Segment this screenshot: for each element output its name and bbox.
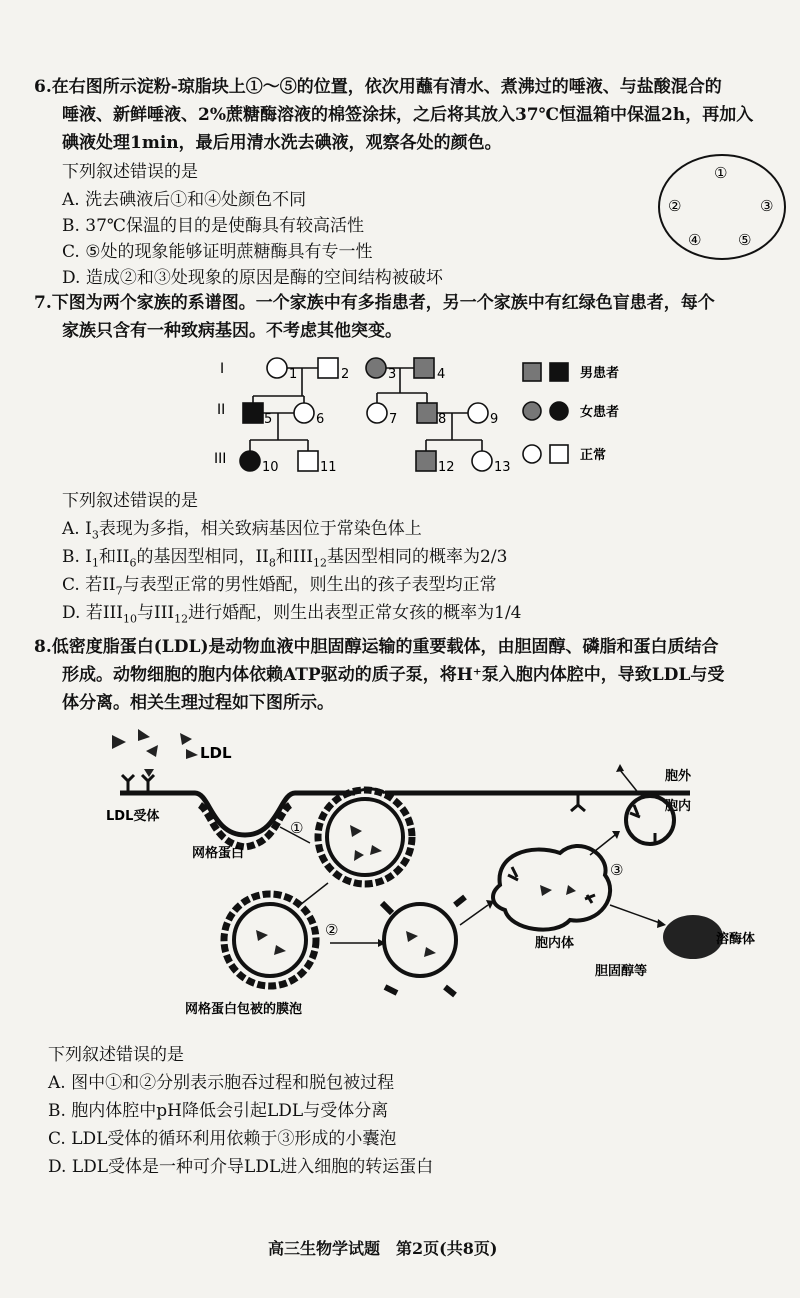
q8-stem-line2: 形成。动物细胞的胞内体依赖ATP驱动的质子泵，将H⁺泵入胞内体腔中，导致LDL与受 xyxy=(62,665,725,685)
q6-stem-line2: 唾液、新鲜唾液、2%蔗糖酶溶液的棉签涂抹，之后将其放入37℃恒温箱中保温2h，再加入 xyxy=(62,105,754,125)
ldl-label: LDL xyxy=(200,744,232,762)
page-footer: 高三生物学试题 第2页(共8页) xyxy=(268,1239,498,1258)
q6-option-d[interactable]: D. 造成②和③处现象的原因是酶的空间结构被破坏 xyxy=(62,268,443,288)
q7-stem-line2: 家族只含有一种致病基因。不考虑其他突变。 xyxy=(62,321,402,341)
svg-text:4: 4 xyxy=(437,367,446,382)
gen-label-1: I xyxy=(220,361,225,377)
ldl-particles xyxy=(112,729,198,759)
q6-spot-2: ② xyxy=(668,197,682,215)
svg-text:5: 5 xyxy=(264,412,273,427)
endosome xyxy=(493,846,610,930)
gen-label-2: II xyxy=(217,402,226,418)
svg-text:2: 2 xyxy=(341,367,350,382)
q6-agar-block-figure xyxy=(655,150,790,265)
q6-stem-line3: 碘液处理1min，最后用清水洗去碘液，观察各处的颜色。 xyxy=(62,133,502,153)
coated-vesicle-label: 网格蛋白包被的膜泡 xyxy=(185,1002,303,1017)
step3-label: ③ xyxy=(610,861,624,879)
lysosome xyxy=(663,915,723,959)
q7-option-d[interactable]: D. 若$III_{10}$与$III_{12}$进行婚配，则生出表型正常女孩的概率为1/4 xyxy=(62,603,522,626)
q7-pedigree-figure xyxy=(200,348,640,483)
q7-option-a[interactable]: A. $I_3$表现为多指，相关致病基因位于常染色体上 xyxy=(62,519,422,542)
legend-normal: 正常 xyxy=(580,448,607,463)
q6-spot-5: ⑤ xyxy=(738,231,752,249)
step1-label: ① xyxy=(290,819,304,837)
q7-prompt: 下列叙述错误的是 xyxy=(62,491,198,511)
q6-spot-1: ① xyxy=(714,164,728,182)
svg-text:10: 10 xyxy=(262,460,279,475)
q7-option-c[interactable]: C. 若$II_7$与表型正常的男性婚配，则生出的孩子表型均正常 xyxy=(62,575,497,598)
outside-label: 胞外 xyxy=(665,769,692,784)
svg-text:13: 13 xyxy=(494,460,511,475)
svg-text:7: 7 xyxy=(389,412,398,427)
svg-text:6: 6 xyxy=(316,412,325,427)
legend-male-patient: 男患者 xyxy=(580,366,620,381)
q6-option-a[interactable]: A. 洗去碘液后①和④处颜色不同 xyxy=(62,190,307,210)
svg-text:1: 1 xyxy=(289,367,298,382)
q6-stem-line1: 6.在右图所示淀粉-琼脂块上①～⑤的位置，依次用蘸有清水、煮沸过的唾液、与盐酸混合的 xyxy=(34,77,722,97)
inside-label: 胞内 xyxy=(665,799,692,814)
q8-ldl-endocytosis-figure xyxy=(100,725,755,1020)
legend-female-patient: 女患者 xyxy=(580,405,620,420)
clathrin-label: 网格蛋白 xyxy=(192,846,245,861)
q7-option-b[interactable]: B. $I_1$和$II_6$的基因型相同，$II_8$和$III_{12}$基因型相同的概率为2/3 xyxy=(62,547,508,570)
q8-option-d[interactable]: D. LDL受体是一种可介导LDL进入细胞的转运蛋白 xyxy=(48,1157,434,1177)
svg-text:8: 8 xyxy=(438,412,447,427)
pedigree-legend xyxy=(523,363,568,463)
q6-spot-4: ④ xyxy=(688,231,702,249)
svg-text:9: 9 xyxy=(490,412,499,427)
svg-text:11: 11 xyxy=(320,460,337,475)
q6-spot-3: ③ xyxy=(760,197,774,215)
q6-prompt: 下列叙述错误的是 xyxy=(62,162,198,182)
q8-stem-line3: 体分离。相关生理过程如下图所示。 xyxy=(62,693,334,713)
q6-option-c[interactable]: C. ⑤处的现象能够证明蔗糖酶具有专一性 xyxy=(62,242,373,262)
q7-stem-line1: 7.下图为两个家族的系谱图。一个家族中有多指患者，另一个家族中有红绿色盲患者，每个 xyxy=(34,293,715,313)
svg-text:12: 12 xyxy=(438,460,455,475)
gen-label-3: III xyxy=(214,451,227,467)
family-2 xyxy=(366,358,492,471)
step2-label: ② xyxy=(325,921,339,939)
endosome-label: 胞内体 xyxy=(535,936,575,951)
lysosome-label: 溶酶体 xyxy=(715,932,755,947)
q8-prompt: 下列叙述错误的是 xyxy=(48,1045,184,1065)
q8-option-a[interactable]: A. 图中①和②分别表示胞吞过程和脱包被过程 xyxy=(48,1073,395,1093)
q6-option-b[interactable]: B. 37℃保温的目的是使酶具有较高活性 xyxy=(62,216,364,236)
q8-option-b[interactable]: B. 胞内体腔中pH降低会引起LDL与受体分离 xyxy=(48,1101,389,1121)
cholesterol-label: 胆固醇等 xyxy=(595,964,648,979)
q8-option-c[interactable]: C. LDL受体的循环利用依赖于③形成的小囊泡 xyxy=(48,1129,397,1149)
q8-stem-line1: 8.低密度脂蛋白(LDL)是动物血液中胆固醇运输的重要载体，由胆固醇、磷脂和蛋白质结合 xyxy=(34,637,719,657)
svg-text:3: 3 xyxy=(388,367,397,382)
ldl-receptor-label: LDL受体 xyxy=(106,809,160,824)
clathrin-fragments xyxy=(382,897,465,995)
